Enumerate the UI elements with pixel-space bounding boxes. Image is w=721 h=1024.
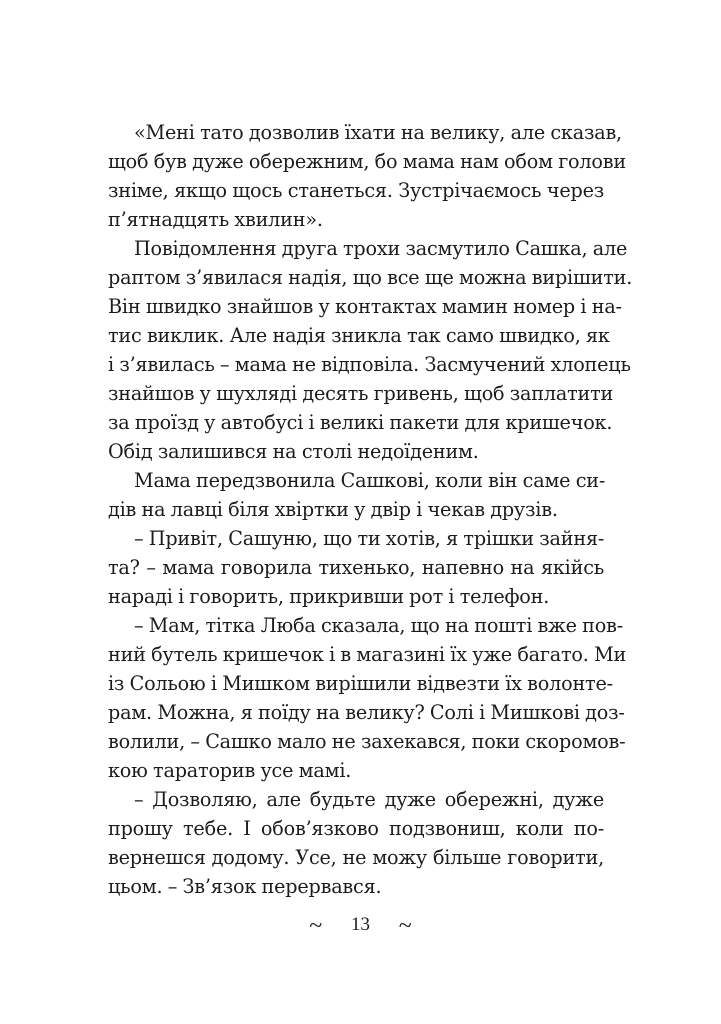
page-number: 13 [351, 914, 370, 935]
text-line: ний бутель кришечок і в магазині їх уже багато. Ми [108, 643, 627, 666]
text-line: і з’явилась – мама не відповіла. Засмучений хлопець [108, 353, 631, 376]
text-line: Повідомлення друга трохи засмутило Сашка, але [134, 237, 628, 260]
text-line: цьом. – Зв’язок перервався. [108, 875, 382, 898]
page-footer [0, 912, 721, 939]
text-line: та? – мама говорила тихенько, напевно на якійсь [108, 556, 604, 579]
text-line: прошу тебе. І обов’язково подзвониш, коли по- [108, 817, 604, 840]
right-ornament: ~ [398, 913, 412, 939]
text-line: нараді і говорить, прикривши рот і телефон. [108, 585, 550, 608]
text-line: тис виклик. Але надія зникла так само швидко, як [108, 324, 610, 347]
text-line: кою тараторив усе мамі. [108, 759, 352, 782]
text-line: Він швидко знайшов у контактах мамин номер і на- [108, 295, 622, 318]
text-line: раптом з’явилася надія, що все ще можна вирішити. [108, 266, 633, 289]
text-line: – Дозволяю, але будьте дуже обережні, дуже [134, 788, 604, 811]
text-line: із Сольою і Мишком вирішили відвезти їх волонте- [108, 672, 613, 695]
text-line: Мама передзвонила Сашкові, коли він саме си- [134, 469, 606, 492]
text-line: волили, – Сашко мало не захекався, поки скоромов- [108, 730, 626, 753]
text-line: – Привіт, Сашуню, що ти хотів, я трішки зайня- [134, 527, 605, 550]
text-line: п’ятнадцять хвилин». [108, 208, 323, 231]
text-line: «Мені тато дозволив їхати на велику, але сказав, [134, 121, 622, 144]
text-line: знайшов у шухляді десять гривень, щоб заплатити [108, 382, 614, 405]
text-line: щоб був дуже обережним, бо мама нам обом голови [108, 150, 626, 173]
text-line: дів на лавці біля хвіртки у двір і чекав друзів. [108, 498, 558, 521]
text-line: рам. Можна, я поїду на велику? Солі і Мишкові доз- [108, 701, 625, 724]
text-line: – Мам, тітка Люба сказала, що на пошті вже пов- [134, 614, 623, 637]
text-line: зніме, якщо щось станеться. Зустрічаємось через [108, 179, 604, 202]
text-line: за проїзд у автобусі і великі пакети для кришечок. [108, 411, 613, 434]
text-line: Обід залишився на столі недоїденим. [108, 440, 479, 463]
body-text [108, 118, 633, 901]
left-ornament: ~ [309, 913, 323, 939]
text-line: вернешся додому. Усе, не можу більше говорити, [108, 846, 604, 869]
